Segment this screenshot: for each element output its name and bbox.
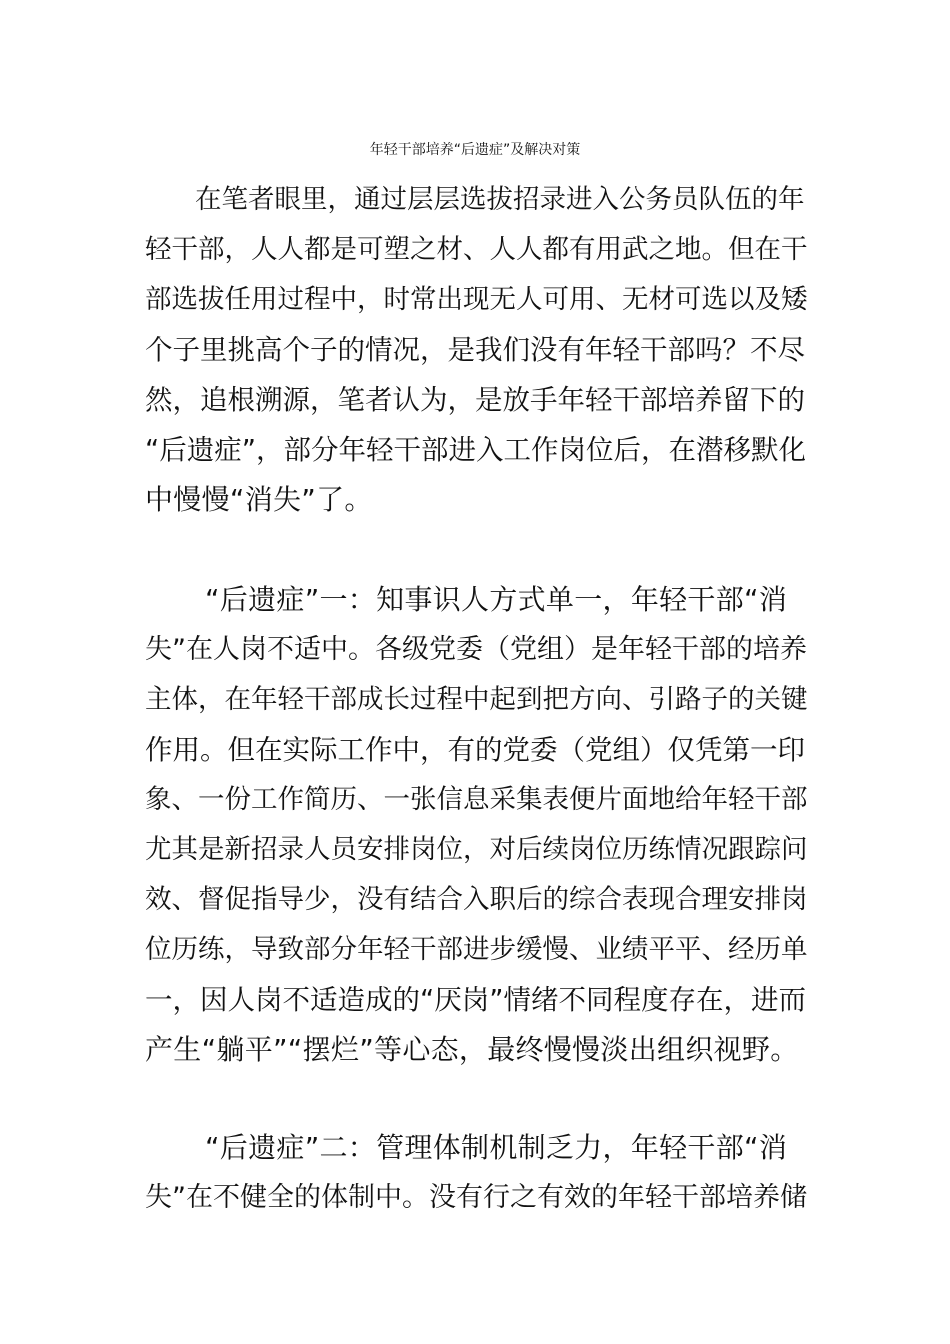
paragraph-2-line-4: 作用。但在实际工作中，有的党委（党组）仅凭第一印: [145, 734, 805, 766]
page-title: 年轻干部培养“后遗症”及解决对策: [369, 142, 581, 158]
paragraph-1-line-5: 然，追根溯源，笔者认为，是放手年轻干部培养留下的: [145, 384, 805, 416]
paragraph-2-line-5: 象、一份工作简历、一张信息采集表便片面地给年轻干部: [145, 784, 808, 815]
paragraph-3-line-1: “后遗症”二：管理体制机制乏力，年轻干部“消: [205, 1131, 788, 1164]
paragraph-3-line-2: 失”在不健全的体制中。没有行之有效的年轻干部培养储: [145, 1182, 807, 1213]
paragraph-2-line-3: 主体，在年轻干部成长过程中起到把方向、引路子的关键: [145, 684, 808, 715]
paragraph-2-line-7: 效、督促指导少，没有结合入职后的综合表现合理安排岗: [145, 884, 808, 915]
paragraph-2-line-6: 尤其是新招录人员安排岗位，对后续岗位历练情况跟踪问: [145, 834, 808, 865]
paragraph-1-line-2: 轻干部，人人都是可塑之材、人人都有用武之地。但在干: [145, 234, 808, 265]
paragraph-1-line-3: 部选拔任用过程中，时常出现无人可用、无材可选以及矮: [145, 284, 808, 315]
paragraph-1-line-6: “后遗症”，部分年轻干部进入工作岗位后，在潜移默化: [145, 434, 806, 466]
paragraph-1-line-4: 个子里挑高个子的情况，是我们没有年轻干部吗？不尽: [145, 334, 805, 366]
paragraph-2-line-10: 产生“躺平”“摆烂”等心态，最终慢慢淡出组织视野。: [145, 1033, 799, 1066]
paragraph-1-line-7: 中慢慢“消失”了。: [145, 483, 373, 516]
paragraph-2-line-9: 一，因人岗不适造成的“厌岗”情绪不同程度存在，进而: [145, 984, 806, 1016]
paragraph-2-line-2: 失”在人岗不适中。各级党委（党组）是年轻干部的培养: [145, 634, 807, 665]
paragraph-1-line-1: 在笔者眼里，通过层层选拔招录进入公务员队伍的年: [195, 184, 805, 215]
paragraph-2-line-8: 位历练，导致部分年轻干部进步缓慢、业绩平平、经历单: [145, 934, 808, 965]
paragraph-2-line-1: “后遗症”一：知事识人方式单一，年轻干部“消: [205, 583, 788, 616]
